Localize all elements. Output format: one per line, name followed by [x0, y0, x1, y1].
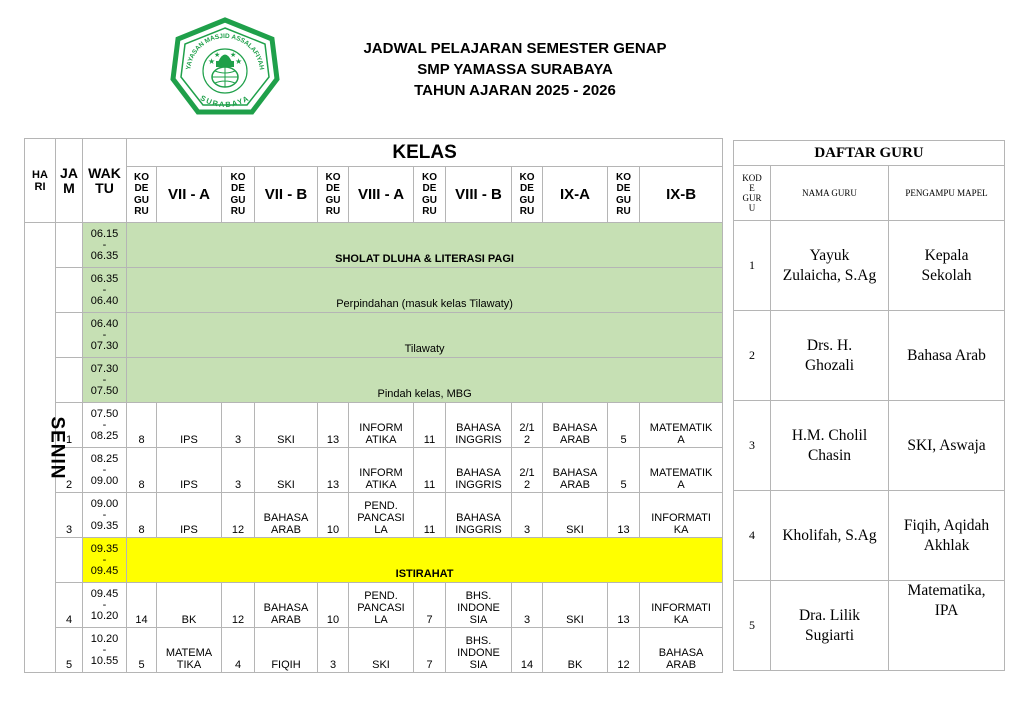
subject-cell: BHS. INDONE SIA — [446, 628, 512, 673]
schedule-row — [25, 628, 723, 673]
header-waktu: WAK TU — [83, 139, 127, 223]
teacher-list-table — [733, 140, 1005, 671]
teacher-subject: Fiqih, Aqidah Akhlak — [889, 491, 1005, 581]
logo-text-bottom: SURABAYA — [198, 93, 252, 110]
kode-guru-cell: 12 — [222, 583, 255, 628]
teacher-row — [734, 491, 1005, 581]
kode-guru-cell: 3 — [222, 448, 255, 493]
header-class-3: VIII - A — [349, 167, 414, 223]
title-line-2: SMP YAMASSA SURABAYA — [417, 61, 613, 78]
jam-cell — [56, 268, 83, 313]
teacher-subject: Matematika, IPA — [889, 581, 1005, 671]
activity-banner: Pindah kelas, MBG — [127, 358, 723, 403]
schedule-row — [25, 448, 723, 493]
activity-banner: Perpindahan (masuk kelas Tilawaty) — [127, 268, 723, 313]
subject-cell: BAHASA ARAB — [543, 448, 608, 493]
header-kode-guru: KO DE GU RU — [414, 167, 446, 223]
kode-guru-cell: 11 — [414, 493, 446, 538]
subject-cell: INFORMATI KA — [640, 583, 723, 628]
subject-cell: IPS — [157, 448, 222, 493]
header-class-6: IX-B — [640, 167, 723, 223]
header-class-1: VII - A — [157, 167, 222, 223]
jam-cell: 4 — [56, 583, 83, 628]
schedule-row — [25, 538, 723, 583]
subject-cell: PEND. PANCASI LA — [349, 583, 414, 628]
teacher-header-kode: KOD E GUR U — [734, 166, 771, 221]
teacher-row — [734, 221, 1005, 311]
kode-guru-cell: 13 — [608, 493, 640, 538]
subject-cell: SKI — [255, 448, 318, 493]
kode-guru-cell: 10 — [318, 583, 349, 628]
subject-cell: BK — [543, 628, 608, 673]
time-cell: 07.50 - 08.25 — [83, 403, 127, 448]
header-class-2: VII - B — [255, 167, 318, 223]
subject-cell: FIQIH — [255, 628, 318, 673]
subject-cell: SKI — [543, 493, 608, 538]
header-jam: JA M — [56, 139, 83, 223]
subject-cell: BAHASA INGGRIS — [446, 448, 512, 493]
kode-guru-cell: 7 — [414, 583, 446, 628]
subject-cell: BAHASA ARAB — [543, 403, 608, 448]
teacher-name: Kholifah, S.Ag — [771, 491, 889, 581]
schedule-row — [25, 268, 723, 313]
schedule-row — [25, 403, 723, 448]
kode-guru-cell: 13 — [318, 403, 349, 448]
jam-cell: 5 — [56, 628, 83, 673]
document-title — [320, 38, 710, 101]
kode-guru-cell: 11 — [414, 403, 446, 448]
kode-guru-cell: 13 — [318, 448, 349, 493]
jam-cell — [56, 538, 83, 583]
logo-text-top: YAYASAN MASJID ASSALAFIYAH — [185, 32, 265, 71]
jam-cell: 2 — [56, 448, 83, 493]
kode-guru-cell: 2/1 2 — [512, 448, 543, 493]
schedule-row — [25, 358, 723, 403]
subject-cell: IPS — [157, 403, 222, 448]
schedule-row — [25, 583, 723, 628]
teacher-kode: 1 — [734, 221, 771, 311]
teacher-row — [734, 401, 1005, 491]
time-cell: 07.30 - 07.50 — [83, 358, 127, 403]
subject-cell: INFORMATI KA — [640, 493, 723, 538]
header-kode-guru: KO DE GU RU — [222, 167, 255, 223]
teacher-header-nama: NAMA GURU — [771, 166, 889, 221]
schedule-row — [25, 223, 723, 268]
kode-guru-cell: 3 — [512, 493, 543, 538]
header-kode-guru: KO DE GU RU — [127, 167, 157, 223]
kode-guru-cell: 14 — [127, 583, 157, 628]
subject-cell: IPS — [157, 493, 222, 538]
activity-banner: ISTIRAHAT — [127, 538, 723, 583]
teacher-row — [734, 311, 1005, 401]
header-kode-guru: KO DE GU RU — [608, 167, 640, 223]
jam-cell: 1 — [56, 403, 83, 448]
teacher-list-title: DAFTAR GURU — [734, 141, 1005, 166]
kode-guru-cell: 12 — [608, 628, 640, 673]
subject-cell: BAHASA ARAB — [640, 628, 723, 673]
teacher-kode: 5 — [734, 581, 771, 671]
kode-guru-cell: 10 — [318, 493, 349, 538]
teacher-name: Dra. Lilik Sugiarti — [771, 581, 889, 671]
kode-guru-cell: 5 — [608, 403, 640, 448]
subject-cell: INFORM ATIKA — [349, 403, 414, 448]
svg-text:★: ★ — [214, 51, 221, 59]
kode-guru-cell: 3 — [222, 403, 255, 448]
teacher-row — [734, 581, 1005, 671]
kode-guru-cell: 8 — [127, 448, 157, 493]
teacher-name: Yayuk Zulaicha, S.Ag — [771, 221, 889, 311]
header-kelas: KELAS — [127, 139, 723, 167]
activity-banner: SHOLAT DLUHA & LITERASI PAGI — [127, 223, 723, 268]
header-kode-guru: KO DE GU RU — [512, 167, 543, 223]
svg-text:★: ★ — [230, 51, 237, 59]
jam-cell — [56, 223, 83, 268]
header-hari: HA RI — [25, 139, 56, 223]
kode-guru-cell: 8 — [127, 493, 157, 538]
kode-guru-cell: 11 — [414, 448, 446, 493]
subject-cell: INFORM ATIKA — [349, 448, 414, 493]
kode-guru-cell: 14 — [512, 628, 543, 673]
subject-cell: BAHASA ARAB — [255, 583, 318, 628]
svg-text:★: ★ — [208, 57, 216, 66]
teacher-subject: SKI, Aswaja — [889, 401, 1005, 491]
teacher-header-mapel: PENGAMPU MAPEL — [889, 166, 1005, 221]
subject-cell: BAHASA ARAB — [255, 493, 318, 538]
school-logo — [168, 17, 282, 121]
time-cell: 10.20 - 10.55 — [83, 628, 127, 673]
time-cell: 06.15 - 06.35 — [83, 223, 127, 268]
title-line-1: JADWAL PELAJARAN SEMESTER GENAP — [363, 40, 667, 57]
subject-cell: SKI — [349, 628, 414, 673]
kode-guru-cell: 3 — [318, 628, 349, 673]
subject-cell: SKI — [255, 403, 318, 448]
teacher-name: H.M. Cholil Chasin — [771, 401, 889, 491]
time-cell: 06.40 - 07.30 — [83, 313, 127, 358]
schedule-row — [25, 493, 723, 538]
kode-guru-cell: 5 — [127, 628, 157, 673]
kode-guru-cell: 2/1 2 — [512, 403, 543, 448]
subject-cell: BAHASA INGGRIS — [446, 403, 512, 448]
jam-cell — [56, 358, 83, 403]
subject-cell: BK — [157, 583, 222, 628]
subject-cell: MATEMATIK A — [640, 403, 723, 448]
teacher-subject: Kepala Sekolah — [889, 221, 1005, 311]
teacher-kode: 2 — [734, 311, 771, 401]
svg-text:★: ★ — [235, 57, 243, 66]
jam-cell: 3 — [56, 493, 83, 538]
header-class-5: IX-A — [543, 167, 608, 223]
day-cell — [25, 223, 68, 673]
time-cell: 09.35 - 09.45 — [83, 538, 127, 583]
activity-banner: Tilawaty — [127, 313, 723, 358]
kode-guru-cell: 8 — [127, 403, 157, 448]
day-label: SENIN — [46, 415, 68, 480]
subject-cell: BHS. INDONE SIA — [446, 583, 512, 628]
schedule-table — [24, 138, 723, 673]
subject-cell: BAHASA INGGRIS — [446, 493, 512, 538]
jam-cell — [56, 313, 83, 358]
teacher-kode: 3 — [734, 401, 771, 491]
schedule-row — [25, 313, 723, 358]
kode-guru-cell: 4 — [222, 628, 255, 673]
time-cell: 09.00 - 09.35 — [83, 493, 127, 538]
title-line-3: TAHUN AJARAN 2025 - 2026 — [414, 82, 616, 99]
kode-guru-cell: 12 — [222, 493, 255, 538]
kode-guru-cell: 3 — [512, 583, 543, 628]
header-kode-guru: KO DE GU RU — [318, 167, 349, 223]
subject-cell: SKI — [543, 583, 608, 628]
time-cell: 09.45 - 10.20 — [83, 583, 127, 628]
header-class-4: VIII - B — [446, 167, 512, 223]
teacher-name: Drs. H. Ghozali — [771, 311, 889, 401]
subject-cell: MATEMATIK A — [640, 448, 723, 493]
subject-cell: MATEMA TIKA — [157, 628, 222, 673]
time-cell: 08.25 - 09.00 — [83, 448, 127, 493]
subject-cell: PEND. PANCASI LA — [349, 493, 414, 538]
kode-guru-cell: 13 — [608, 583, 640, 628]
time-cell: 06.35 - 06.40 — [83, 268, 127, 313]
teacher-kode: 4 — [734, 491, 771, 581]
kode-guru-cell: 7 — [414, 628, 446, 673]
kode-guru-cell: 5 — [608, 448, 640, 493]
teacher-subject: Bahasa Arab — [889, 311, 1005, 401]
